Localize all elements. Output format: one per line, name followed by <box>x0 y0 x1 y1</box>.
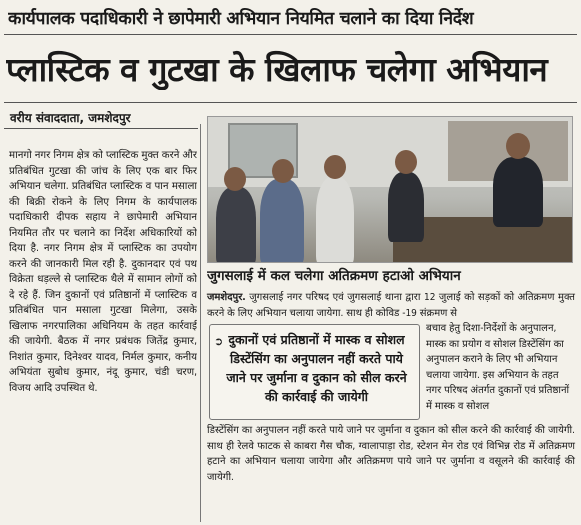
kicker-headline: कार्यपालक पदाधिकारी ने छापेमारी अभियान नियमित चलाने का दिया निर्देश <box>8 9 474 29</box>
dateline: जमशेदपुर. <box>207 292 246 303</box>
second-story-headline: जुगसलाई में कल चलेगा अतिक्रमण हटाओ अभियान <box>207 268 461 284</box>
main-story-body: मानगो नगर निगम क्षेत्र को प्लास्टिक मुक्त करने और प्रतिबंधित गुटखा की जांच के लिए एक बार फिर अभियान चलेगा. प्रतिबंधित प्लास्टिक व पान मसाला की बिक्री रोकने के लिए निगम के कार्यपालक पदाधिकारी दीपक सहाय ने छापेमारी अभियान नियमित तौर पर चलाने का निर्देश अधिकारियों को दिया है. नगर निगम क्षेत्र में प्लास्टिक का उपयोग करने की जानकारी मिल रही है. दुकानदार एवं पथ विक्रेता धड़ल्ले से प्लास्टिक थैले में सामान लोगों को दे रहे हैं. जिन दुकानों एवं प्रतिष्ठानों में प्लास्टिक व प्रतिबंधित पान मसाला गुटखा मिलेगा, उसके खिलाफ नगरपालिका अधिनियम के तहत कार्रवाई की जायेगी. बैठक में नगर प्रबंधक जितेंद्र कुमार, निशांत कुमार, दिनेश्वर यादव, निर्मल कुमार, कनीय अभियंता सुबोध कुमार, नंदू कुमार, चंडी चरण, विजय आदि उपस्थित थे. <box>9 150 197 394</box>
second-story-ending: डिस्टेंसिंग का अनुपालन नहीं करते पाये जाने पर जुर्माना व दुकान को सील करने की कार्रवाई की जायेगी. साथ ही रेलवे फाटक से काबरा गैस चौक, ग्वालापाड़ा रोड, स्टेशन मेन रोड एवं विभिन्न रोड में अतिक्रमण हटाने का अभियान चलाया जायेगा और अतिक्रमण पाये जाने पर जुर्माना व वसूलने की कार्रवाई की जायेगी. <box>207 425 575 483</box>
divider <box>4 102 577 103</box>
column-divider <box>200 124 201 522</box>
main-headline: प्लास्टिक व गुटखा के खिलाफ चलेगा अभियान <box>6 50 548 89</box>
pull-quote-text: दुकानों एवं प्रतिष्ठानों में मास्क व सोशल डिस्टेंसिंग का अनुपालन नहीं करते पाये जाने पर जुर्माना व दुकान को सील करने की कार्रवाई की जायेगी <box>226 332 407 404</box>
second-story-intro <box>207 290 575 321</box>
divider <box>4 128 198 129</box>
arrow-icon: ➲ <box>214 335 224 348</box>
meeting-photo <box>207 116 573 263</box>
pull-quote <box>209 324 420 420</box>
second-story-right-column: बचाव हेतु दिशा-निर्देशों के अनुपालन, मास्क का प्रयोग व सोशल डिस्टेंसिंग का अनुपालन कराने के लिए भी अभियान चलाया जायेगा. इस अभियान के तहत नगर परिषद अंतर्गत दुकानों एवं प्रतिष्ठानों में मास्क व सोशल <box>426 323 570 412</box>
byline: वरीय संवाददाता, जमशेदपुर <box>10 111 131 125</box>
divider <box>4 34 577 35</box>
second-story-intro-text: जुगसलाई नगर परिषद एवं जुगसलाई थाना द्वारा 12 जुलाई को सड़कों को अतिक्रमण मुक्त करने के लिए अभियान चलाया जायेगा. साथ ही कोविड -19 संक्रमण से <box>207 292 575 319</box>
